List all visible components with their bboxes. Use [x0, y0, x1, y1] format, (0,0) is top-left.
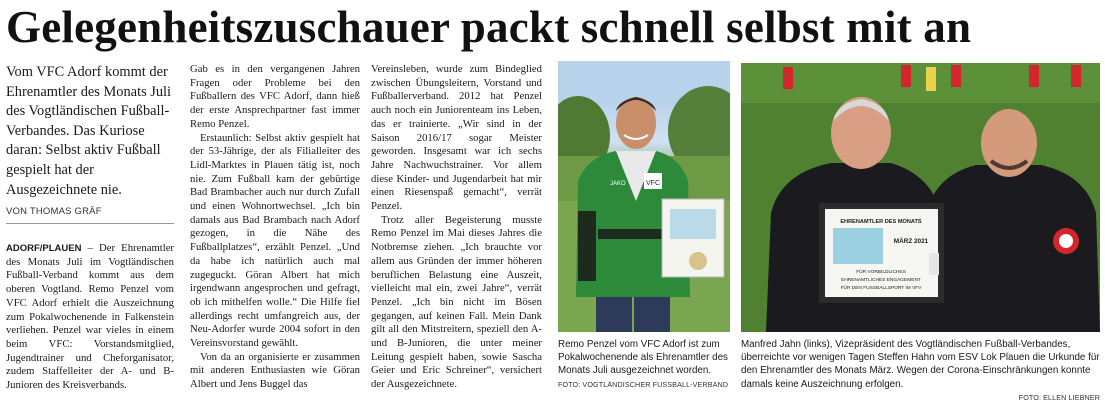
svg-text:EHRENAMTLER DES MONATS: EHRENAMTLER DES MONATS	[840, 219, 922, 225]
caption-text: Manfred Jahn (links), Vizepräsident des Vogtländischen Fußball-Verbandes, überreichte vor wenigen Tagen Steffen Hahn vom ESV Lok Plauen die Urkunde für den Ehrenamtler des Monats März. Wegen der Corona-Einschränkungen konnte damals keine Auszeichnung erfolgen.	[741, 339, 1100, 390]
photo-credit: FOTO: ELLEN LIEBNER	[1018, 392, 1100, 400]
paragraph-text: – Der Ehrenamtler des Monats Juli im Vogtländischen Fußball-Verband kommt aus dem oberen Vogtland. Remo Penzel vom VFC Adorf erhielt die Auszeichnung zum Pokalwochenende in Falkenstein verliehen. Penzel war vieles in einem beim VFC: Vorstandsmitglied, Jugendtrainer und Cheforganisator, zudem Staffelleiter der A- und B-Junioren des Kreisverbands.	[6, 242, 174, 392]
byline-divider	[6, 223, 174, 224]
photo-credit: FOTO: VOGTLÄNDISCHER FUSSBALL-VERBAND	[558, 379, 729, 389]
svg-text:MÄRZ 2021: MÄRZ 2021	[893, 238, 929, 245]
svg-text:FÜR DEN FUSSBALLSPORT IM VFV: FÜR DEN FUSSBALLSPORT IM VFV	[840, 286, 922, 291]
svg-text:EHRENAMTLICHES ENGAGEMENT: EHRENAMTLICHES ENGAGEMENT	[841, 278, 921, 283]
svg-text:JAKO: JAKO	[610, 181, 626, 187]
paragraph: Gab es in den vergangenen Jahren Fragen oder Probleme bei den Fußballern des VFC Adorf, dann hieß der erste Ansprechpartner fast immer Remo Penzel.	[190, 63, 360, 130]
article-column-1	[6, 242, 174, 393]
photo-remo-penzel	[558, 61, 730, 332]
paragraph: Trotz aller Begeisterung musste Remo Penzel im Mai dieses Jahres die Notbremse ziehen. „Ich brauchte vor allem aus Gründen der immer höheren beruflichen Belastung eine Auszeit, vielleicht mal ein, zwei Jahre“, verrät Penzel. „Ich bin nicht im Bösen gegangen, auf keinen Fall. Mein Dank gilt all den Mitstreitern, speziell den A- und B-Junioren, die unter meiner Leitung gespielt haben, sowie Sascha Geier und Eric Schreiner“, versichert der Ausgezeichnete.	[371, 213, 542, 391]
paragraph: Erstaunlich: Selbst aktiv gespielt hat der 53-Jährige, der als Filialleiter des Lidl-Marktes in Plauen tätig ist, noch nie. Zum Fußball kam der gebürtige Bad Brambacher auch nur durch Zufall und einen Wohnortwechsel. „Ich bin damals aus Bad Brambach nach Adorf gezogen, in die Nähe des Fußballplatzes“, erzählt Penzel. „Und da habe ich natürlich auch mal zugeguckt. Göran Albert hat mich irgendwann angesprochen und gefragt, ob ich mithelfen wolle.“ Die Hilfe fiel allerdings recht umfangreich aus, der Neu-Adorfer wurde 2004 sofort in den Vereinsvorstand gewählt.	[190, 131, 360, 350]
paragraph	[6, 242, 174, 393]
svg-text:VFC: VFC	[646, 180, 660, 187]
article-column-2	[190, 63, 360, 392]
dateline: ADORF/PLAUEN	[6, 243, 82, 254]
photo-award-handover	[741, 63, 1100, 332]
teaser: Vom VFC Adorf kommt der Ehrenamtler des Monats Juli des Vogtländischen Fußball-Verbandes. Das Kuriose daran: Selbst aktiv Fußball gespielt hat der Ausgezeichnete nie.	[6, 64, 172, 198]
paragraph: Von da an organisierte er zusammen mit anderen Enthusiasten wie Göran Albert und Jens Buggel das	[190, 350, 360, 391]
photo-illustration	[558, 61, 730, 332]
svg-text:FÜR VORBILDLICHES: FÜR VORBILDLICHES	[856, 270, 906, 275]
article-column-3	[371, 63, 542, 392]
caption-text: Remo Penzel vom VFC Adorf ist zum Pokalwochenende als Ehrenamtler des Monats Juli ausgezeichnet worden.	[558, 339, 728, 377]
byline: VON THOMAS GRÄF	[6, 206, 102, 217]
photo-caption-1	[558, 338, 730, 391]
headline: Gelegenheitszuschauer packt schnell selbst mit an	[6, 2, 972, 52]
photo-illustration	[741, 63, 1100, 332]
photo-caption-2	[741, 338, 1100, 400]
paragraph: Vereinsleben, wurde zum Bindeglied zwischen Übungsleitern, Vorstand und Fußballerverband. 2012 hat Penzel auch noch ein Juniorenteam ins Leben, das er trainierte. „Wir sind in der Saison 2016/17 sogar Meister geworden. Insgesamt war ich sechs Jahre Nachwuchstrainer. Vor allem diese Kinder- und Jugendarbeit hat mir einen Riesenspaß gemacht“, verrät Penzel.	[371, 63, 542, 213]
